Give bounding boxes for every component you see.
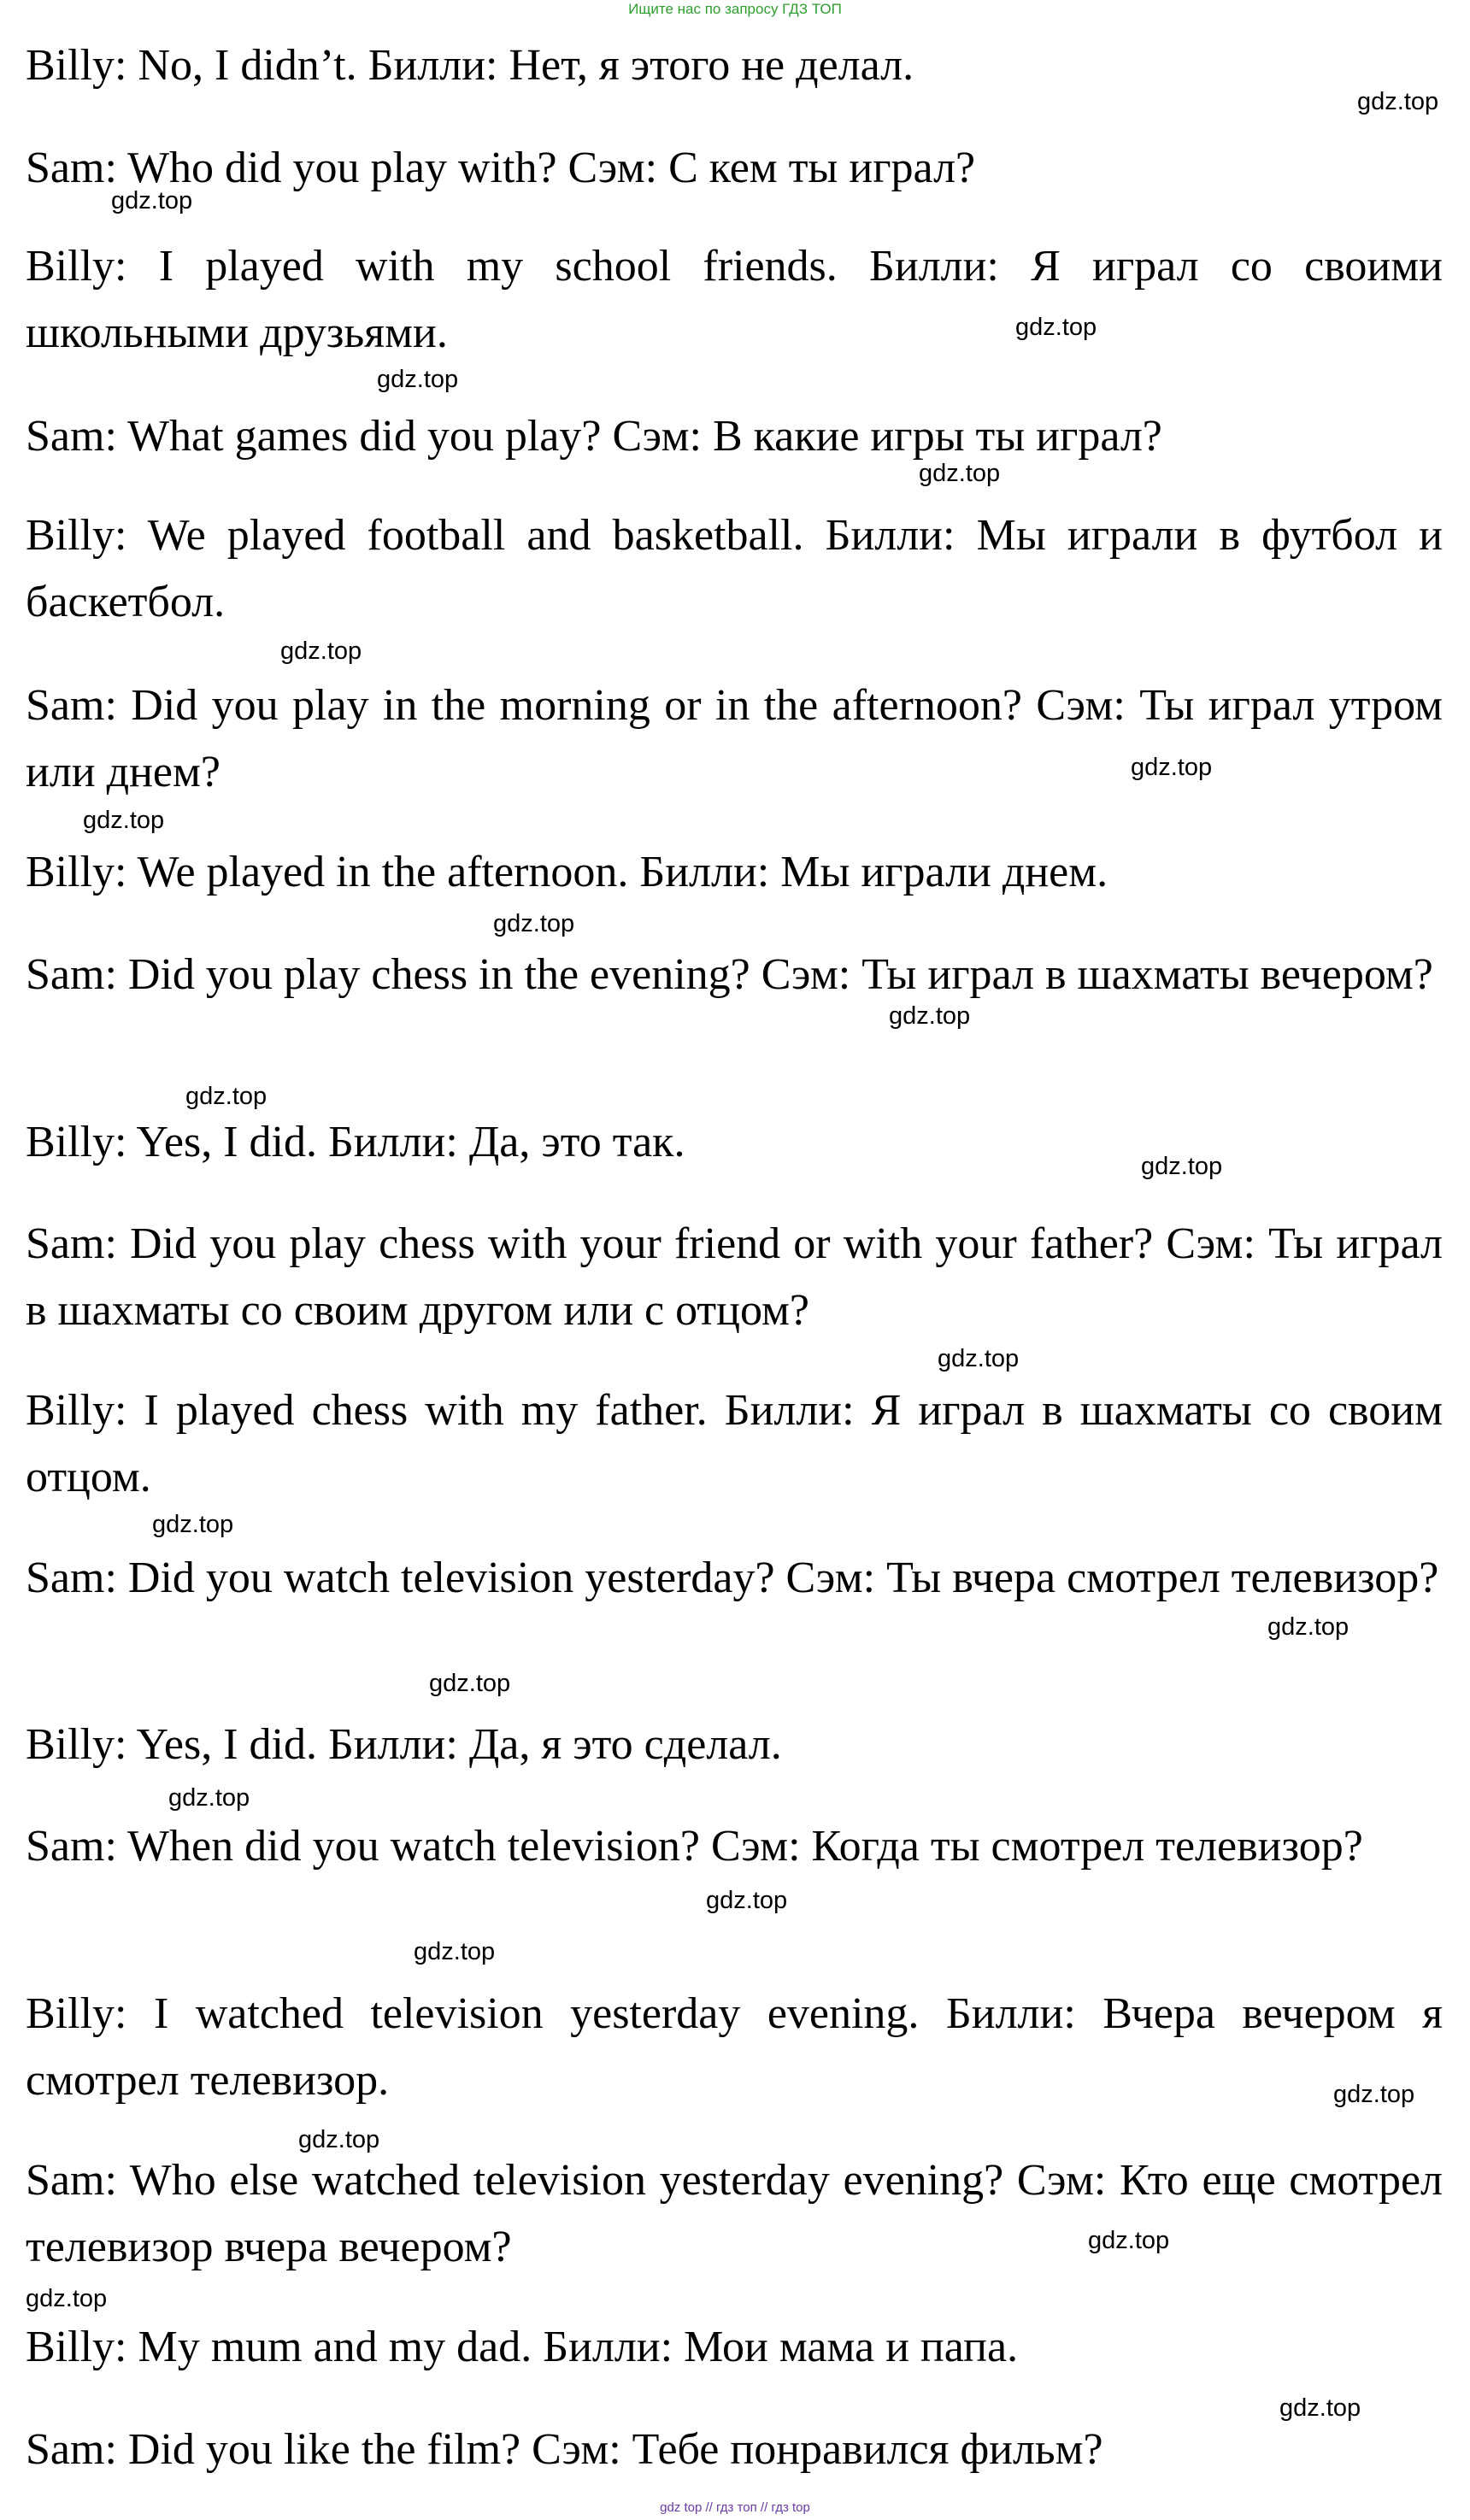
dialogue-line: Billy: I played chess with my father. Билли: Я играл в шахматы со своим отцом. xyxy=(26,1386,1443,1501)
watermark-label: gdz.top xyxy=(1357,88,1439,115)
dialogue-line: Sam: Did you watch television yesterday? Сэм: Ты вчера смотрел телевизор? xyxy=(26,1554,1439,1602)
dialogue-line: Sam: Did you like the film? Сэм: Тебе понравился фильм? xyxy=(26,2425,1103,2474)
watermark-label: gdz.top xyxy=(1131,754,1213,781)
dialogue-line: Billy: I played with my school friends. Билли: Я играл со своими школьными друзьями. xyxy=(26,242,1443,357)
watermark-label: gdz.top xyxy=(152,1511,234,1538)
watermark-label: gdz.top xyxy=(414,1938,496,1965)
watermark-label: gdz.top xyxy=(83,807,165,834)
watermark-label: gdz.top xyxy=(377,366,459,393)
watermark-label: gdz.top xyxy=(1279,2394,1361,2422)
watermark-label: gdz.top xyxy=(706,1887,788,1914)
dialogue-line: Sam: Did you play chess in the evening? Сэм: Ты играл в шахматы вечером? xyxy=(26,950,1433,999)
dialogue-line: Billy: Yes, I did. Билли: Да, я это сделал. xyxy=(26,1720,782,1769)
watermark-label: gdz.top xyxy=(26,2285,108,2312)
watermark-label: gdz.top xyxy=(919,460,1001,487)
watermark-label: gdz.top xyxy=(1015,314,1097,341)
watermark-label: gdz.top xyxy=(280,637,362,665)
footer-watermark: gdz top // гдз топ // гдз top xyxy=(660,2500,810,2515)
dialogue-line: Billy: I watched television yesterday evening. Билли: Вчера вечером я смотрел телевизор. xyxy=(26,1989,1443,2105)
dialogue-line: Billy: My mum and my dad. Билли: Мои мама и папа. xyxy=(26,2323,1019,2371)
watermark-label: gdz.top xyxy=(889,1002,971,1030)
top-banner: Ищите нас по запросу ГДЗ ТОП xyxy=(628,1,842,17)
dialogue-line: Sam: Who did you play with? Сэм: С кем ты играл? xyxy=(26,144,976,192)
watermark-label: gdz.top xyxy=(1267,1613,1349,1641)
watermark-label: gdz.top xyxy=(429,1670,511,1697)
watermark-label: gdz.top xyxy=(298,2126,380,2153)
watermark-label: gdz.top xyxy=(1333,2081,1415,2108)
watermark-label: gdz.top xyxy=(938,1345,1020,1372)
watermark-label: gdz.top xyxy=(1141,1153,1223,1180)
watermark-label: gdz.top xyxy=(1088,2227,1170,2254)
watermark-label: gdz.top xyxy=(168,1784,250,1812)
watermark-label: gdz.top xyxy=(185,1083,268,1110)
dialogue-line: Billy: Yes, I did. Билли: Да, это так. xyxy=(26,1118,685,1166)
watermark-label: gdz.top xyxy=(111,187,193,214)
dialogue-line: Billy: No, I didn’t. Билли: Нет, я этого не делал. xyxy=(26,41,914,90)
dialogue-line: Sam: Did you play in the morning or in the afternoon? Сэм: Ты играл утром или днем? xyxy=(26,681,1443,796)
watermark-label: gdz.top xyxy=(493,910,575,937)
dialogue-line: Sam: Who else watched television yesterday evening? Сэм: Кто еще смотрел телевизор вчера вечером? xyxy=(26,2156,1443,2271)
dialogue-line: Billy: We played football and basketball. Билли: Мы играли в футбол и баскетбол. xyxy=(26,511,1443,626)
dialogue-line: Billy: We played in the afternoon. Билли: Мы играли днем. xyxy=(26,848,1108,896)
dialogue-line: Sam: Did you play chess with your friend or with your father? Сэм: Ты играл в шахматы со своим другом или с отцом? xyxy=(26,1219,1443,1335)
dialogue-line: Sam: When did you watch television? Сэм: Когда ты смотрел телевизор? xyxy=(26,1822,1363,1871)
dialogue-line: Sam: What games did you play? Сэм: В какие игры ты играл? xyxy=(26,412,1162,461)
